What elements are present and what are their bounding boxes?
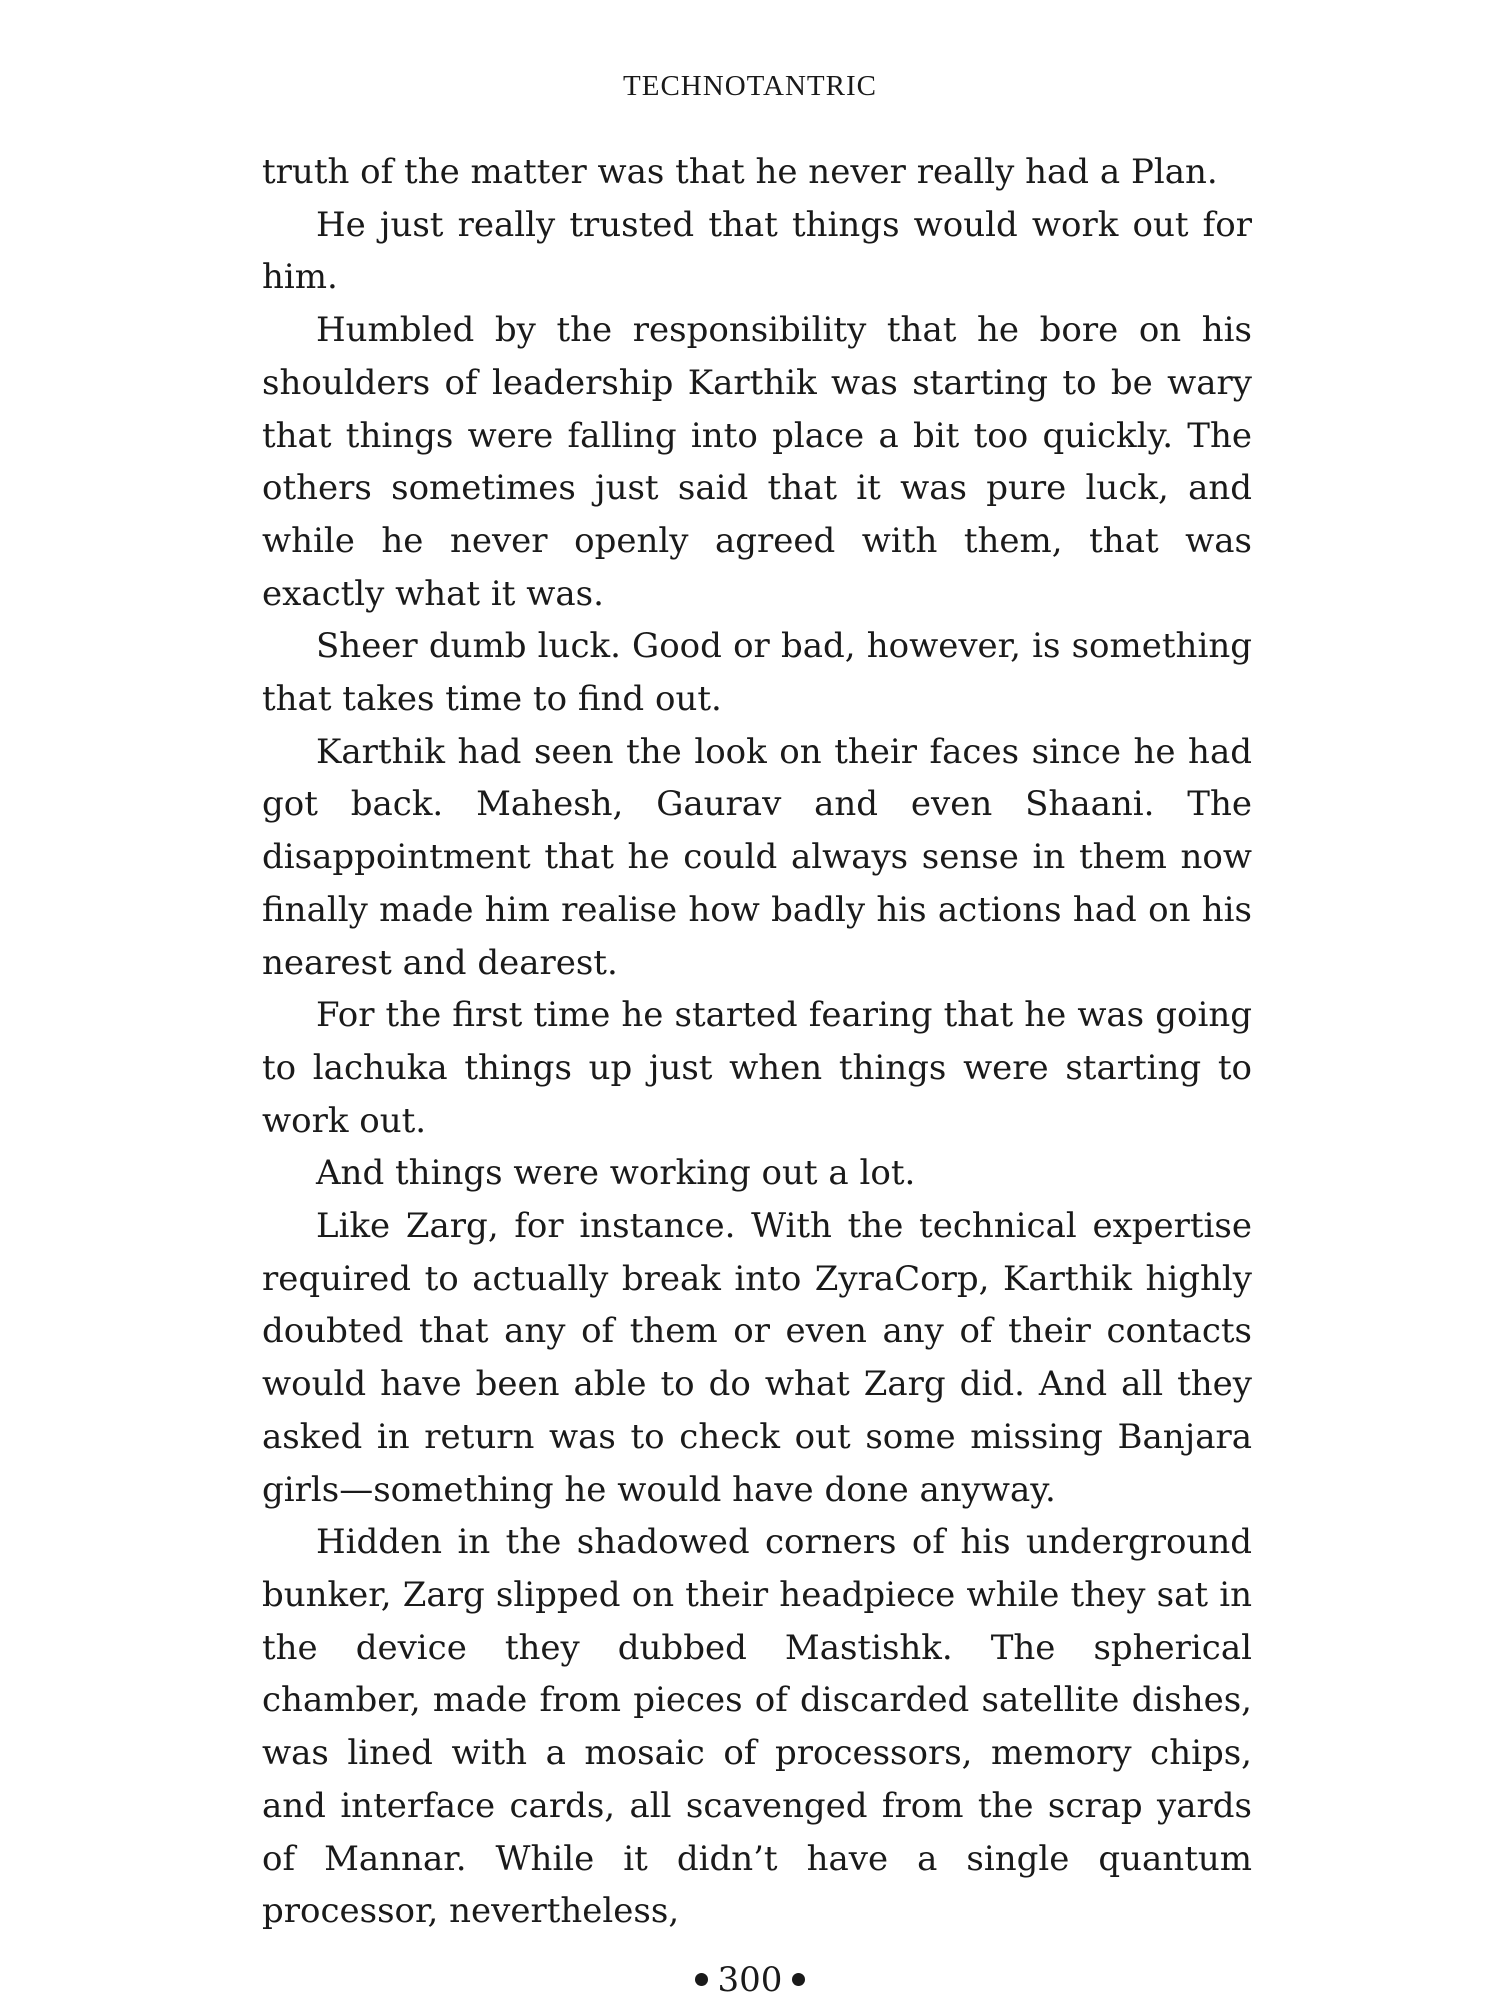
paragraph: Sheer dumb luck. Good or bad, however, is something that takes time to find out. (262, 626, 1252, 720)
paragraph: Like Zarg, for instance. With the technical expertise required to actually break into ZyraCorp, Karthik highly doubted that any of them or even any of their contacts would have been able to do what Zarg did. And all they asked in return was to check out some missing Banjara girls—something he would have done anyway. (262, 1206, 1252, 1510)
page-number: 300 (717, 1960, 783, 2000)
running-header: TECHNOTANTRIC (623, 70, 877, 102)
bullet-dot-icon (792, 1973, 805, 1986)
bullet-dot-icon (695, 1973, 708, 1986)
paragraph: truth of the matter was that he never really had a Plan. (262, 152, 1218, 192)
paragraph: And things were working out a lot. (316, 1153, 916, 1194)
paragraph: Humbled by the responsibility that he bore on his shoulders of leadership Karthik was starting to be wary that things were falling into place a bit too quickly. The others sometimes just said that it was pure luck, and while he never openly agreed with them, that was exactly what it was. (262, 310, 1252, 614)
paragraph: He just really trusted that things would work out for him. (262, 204, 1252, 298)
page-folio (0, 1960, 1500, 2000)
paragraph: For the first time he started fearing that he was going to lachuka things up just when things were starting to work out. (262, 995, 1252, 1141)
paragraph: Hidden in the shadowed corners of his underground bunker, Zarg slipped on their headpiece while they sat in the device they dubbed Mastishk. The spherical chamber, made from pieces of discarded satellite dishes, was lined with a mosaic of processors, memory chips, and interface cards, all scavenged from the scrap yards of Mannar. While it didn’t have a single quantum processor, nevertheless, (262, 1522, 1252, 1932)
body-text (262, 146, 1252, 1938)
paragraph: Karthik had seen the look on their faces since he had got back. Mahesh, Gaurav and even Shaani. The disappointment that he could always sense in them now finally made him realise how badly his actions had on his nearest and dearest. (262, 731, 1252, 983)
